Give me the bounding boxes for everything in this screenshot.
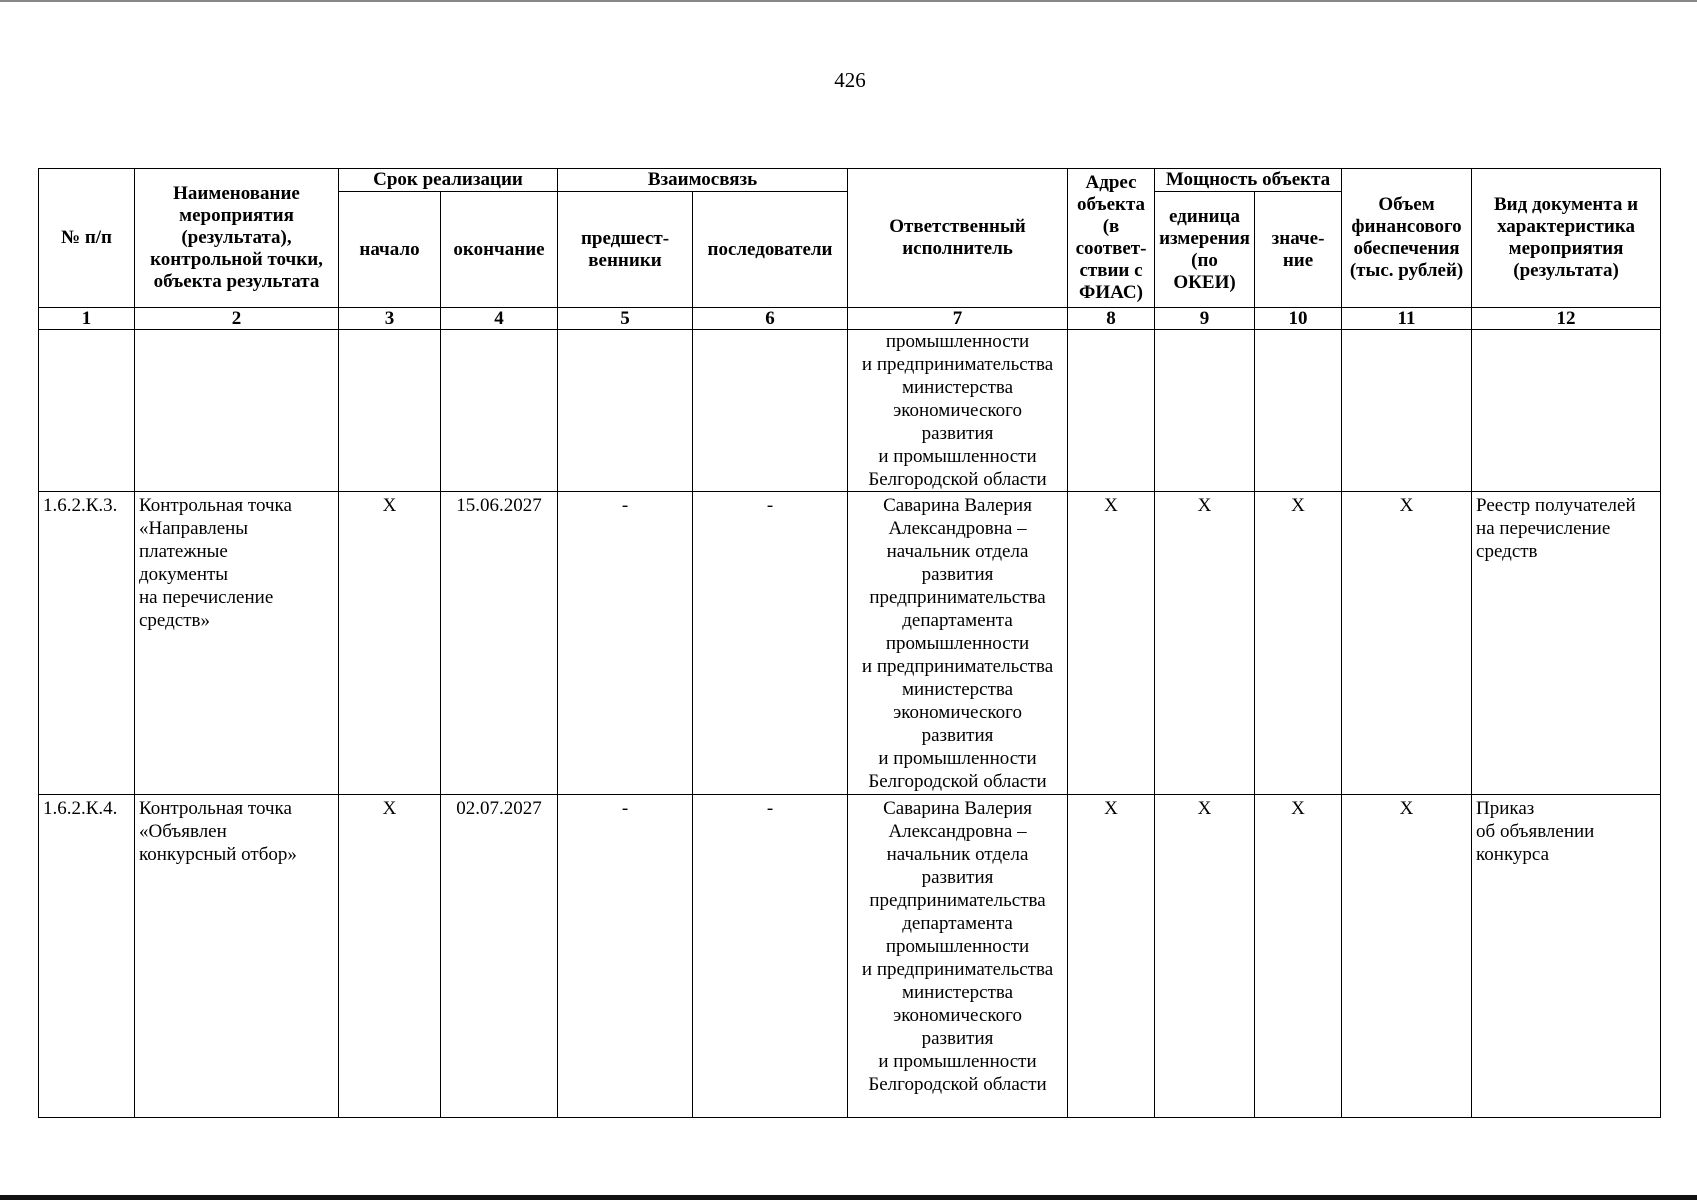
doc-line: на перечисление [1476, 518, 1611, 539]
cell-end: 15.06.2027 [441, 492, 558, 795]
cell-executor [848, 330, 1068, 492]
cell-value [1255, 330, 1342, 492]
executor-line: начальник отдела [886, 541, 1029, 562]
executor-line: Александровна – [888, 518, 1027, 539]
executor-line: департамента [902, 913, 1013, 934]
executor-line: предпринимательства [869, 890, 1046, 911]
cell-unit: X [1155, 795, 1255, 1118]
header-predecessors: предшест-венники [558, 192, 693, 308]
executor-line: и промышленности [878, 1051, 1037, 1072]
name-line: конкурсный отбор» [139, 844, 297, 865]
executor-line: и предпринимательства [861, 354, 1054, 375]
cell-num [39, 330, 135, 492]
cell-successors: - [693, 795, 848, 1118]
plan-table [38, 168, 1661, 1118]
executor-line: развития [921, 564, 994, 585]
executor-line: экономического [893, 702, 1022, 723]
executor-line: экономического [893, 400, 1022, 421]
cell-value: X [1255, 492, 1342, 795]
executor-line: промышленности [885, 936, 1030, 957]
executor-line: промышленности [885, 633, 1030, 654]
cell-start [339, 330, 441, 492]
cell-predecessors: - [558, 492, 693, 795]
cell-num: 1.6.2.К.3. [39, 492, 135, 795]
name-line: документы [139, 564, 229, 585]
doc-line: средств [1476, 541, 1538, 562]
executor-line: департамента [902, 610, 1013, 631]
header-group-period: Срок реализации [339, 169, 558, 192]
cell-finance [1342, 330, 1472, 492]
executor-line: и предпринимательства [861, 959, 1054, 980]
header-finance: Объем финансового обеспечения (тыс. рублей) [1342, 169, 1472, 308]
scan-edge-top [0, 0, 1697, 2]
cell-doc [1472, 330, 1661, 492]
cell-name [135, 795, 339, 1118]
name-line: на перечисление [139, 587, 274, 608]
header-start: начало [339, 192, 441, 308]
executor-line: развития [921, 423, 994, 444]
executor-line: и промышленности [878, 748, 1037, 769]
cell-doc [1472, 795, 1661, 1118]
cell-successors: - [693, 492, 848, 795]
header-doc: Вид документа и характеристика мероприятия (результата) [1472, 169, 1661, 308]
cell-name [135, 492, 339, 795]
name-line: Контрольная точка [139, 798, 292, 819]
header-successors: последователи [693, 192, 848, 308]
executor-line: развития [921, 1028, 994, 1049]
cell-num: 1.6.2.К.4. [39, 795, 135, 1118]
doc-line: об объявлении [1476, 821, 1595, 842]
cell-start: X [339, 795, 441, 1118]
executor-line: и предпринимательства [861, 656, 1054, 677]
cell-end [441, 330, 558, 492]
column-number: 11 [1342, 308, 1472, 330]
cell-unit [1155, 330, 1255, 492]
cell-address: X [1068, 795, 1155, 1118]
cell-start: X [339, 492, 441, 795]
executor-line: Саварина Валерия [883, 798, 1032, 819]
header-value: значе-ние [1255, 192, 1342, 308]
header-group-capacity: Мощность объекта [1155, 169, 1342, 192]
executor-line: развития [921, 867, 994, 888]
cell-executor [848, 795, 1068, 1118]
cell-name [135, 330, 339, 492]
cell-predecessors [558, 330, 693, 492]
header-address: Адрес объекта (в соответ-ствии с ФИАС) [1068, 169, 1155, 308]
header-unit: единица измерения (по ОКЕИ) [1155, 192, 1255, 308]
executor-line: министерства [901, 982, 1014, 1003]
name-line: «Объявлен [139, 821, 227, 842]
executor-line: начальник отдела [886, 844, 1029, 865]
column-number: 7 [848, 308, 1068, 330]
column-number: 1 [39, 308, 135, 330]
cell-finance: X [1342, 795, 1472, 1118]
column-number: 3 [339, 308, 441, 330]
doc-line: конкурса [1476, 844, 1550, 865]
table-row [39, 492, 1661, 795]
executor-line: Белгородской области [868, 469, 1047, 490]
cell-value: X [1255, 795, 1342, 1118]
cell-address [1068, 330, 1155, 492]
scan-edge-bottom [0, 1195, 1697, 1200]
cell-successors [693, 330, 848, 492]
name-line: средств» [139, 610, 210, 631]
executor-line: Саварина Валерия [883, 495, 1032, 516]
header-name: Наименование мероприятия (результата), контрольной точки, объекта результата [135, 169, 339, 308]
column-number: 8 [1068, 308, 1155, 330]
executor-line: Александровна – [888, 821, 1027, 842]
column-number: 2 [135, 308, 339, 330]
cell-end: 02.07.2027 [441, 795, 558, 1118]
executor-line: экономического [893, 1005, 1022, 1026]
executor-line: предпринимательства [869, 587, 1046, 608]
table-row [39, 330, 1661, 492]
name-line: платежные [139, 541, 228, 562]
cell-executor [848, 492, 1068, 795]
header-group-relation: Взаимосвязь [558, 169, 848, 192]
column-number: 10 [1255, 308, 1342, 330]
header-end: окончание [441, 192, 558, 308]
cell-predecessors: - [558, 795, 693, 1118]
header-num: № п/п [39, 169, 135, 308]
cell-address: X [1068, 492, 1155, 795]
executor-line: промышленности [885, 331, 1030, 352]
executor-line: Белгородской области [868, 1074, 1047, 1095]
page-number: 426 [834, 68, 866, 92]
executor-line: Белгородской области [868, 771, 1047, 792]
header-executor: Ответственный исполнитель [848, 169, 1068, 308]
executor-line: министерства [901, 679, 1014, 700]
name-line: Контрольная точка [139, 495, 292, 516]
executor-line: министерства [901, 377, 1014, 398]
column-number: 4 [441, 308, 558, 330]
column-number: 12 [1472, 308, 1661, 330]
executor-line: и промышленности [878, 446, 1037, 467]
column-number: 5 [558, 308, 693, 330]
column-number: 6 [693, 308, 848, 330]
column-number: 9 [1155, 308, 1255, 330]
table-row [39, 795, 1661, 1118]
cell-finance: X [1342, 492, 1472, 795]
name-line: «Направлены [139, 518, 249, 539]
cell-unit: X [1155, 492, 1255, 795]
doc-line: Приказ [1476, 798, 1535, 819]
executor-line: развития [921, 725, 994, 746]
doc-line: Реестр получателей [1476, 495, 1636, 516]
cell-doc [1472, 492, 1661, 795]
